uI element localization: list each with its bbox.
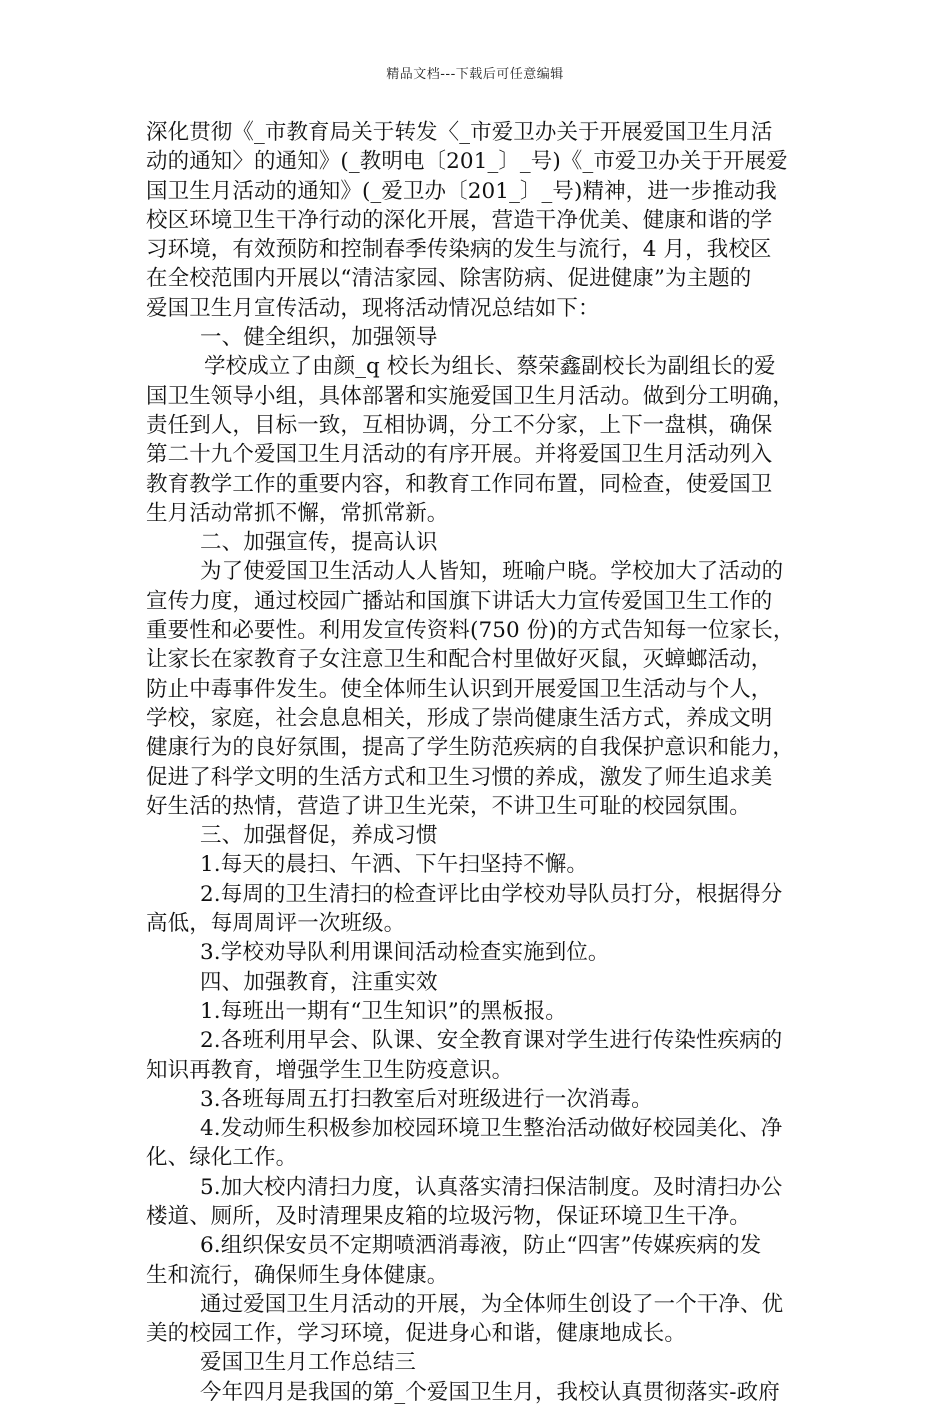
text-line: 4.发动师生积极参加校园环境卫生整治活动做好校园美化、净 [200, 1116, 783, 1142]
document-body [146, 118, 812, 1407]
text-line: 生月活动常抓不懈，常抓常新。 [146, 500, 449, 526]
text-line: 为了使爱国卫生活动人人皆知，班喻户晓。学校加大了活动的 [200, 559, 784, 585]
text-line: 2.每周的卫生清扫的检查评比由学校劝导队员打分，根据得分 [200, 881, 783, 907]
text-line: 国卫生领导小组，具体部署和实施爱国卫生月活动。做到分工明确， [146, 383, 795, 409]
text-line: 习环境，有效预防和控制春季传染病的发生与流行，4 月，我校区 [146, 237, 772, 263]
text-line: 今年四月是我国的第_个爱国卫生月，我校认真贯彻落实-政府 [200, 1379, 780, 1405]
text-line: 三、加强督促，养成习惯 [200, 823, 438, 849]
text-line: 3.学校劝导队利用课间活动检查实施到位。 [200, 940, 610, 966]
text-line: 校区环境卫生干净行动的深化开展，营造干净优美、健康和谐的学 [146, 207, 773, 233]
text-line: 第二十九个爱国卫生月活动的有序开展。并将爱国卫生月活动列入 [146, 442, 773, 468]
text-line: 健康行为的良好氛围，提高了学生防范疾病的自我保护意识和能力， [146, 735, 795, 761]
text-line: 四、加强教育，注重实效 [200, 969, 438, 995]
text-line: 爱国卫生月工作总结三 [200, 1350, 417, 1376]
text-line: 3.各班每周五打扫教室后对班级进行一次消毒。 [200, 1086, 653, 1112]
text-line: 知识再教育，增强学生卫生防疫意识。 [146, 1057, 514, 1083]
text-line: 2.各班利用早会、队课、安全教育课对学生进行传染性疾病的 [200, 1028, 783, 1054]
text-line: 通过爱国卫生月活动的开展，为全体师生创设了一个干净、优 [200, 1291, 784, 1317]
text-line: 防止中毒事件发生。使全体师生认识到开展爱国卫生活动与个人， [146, 676, 773, 702]
text-line: 学校成立了由颜_q 校长为组长、蔡荣鑫副校长为副组长的爱 [204, 354, 776, 380]
text-line: 美的校园工作，学习环境，促进身心和谐，健康地成长。 [146, 1321, 687, 1347]
text-line: 促进了科学文明的生活方式和卫生习惯的养成，激发了师生追求美 [146, 764, 773, 790]
text-line: 深化贯彻《_市教育局关于转发〈_市爱卫办关于开展爱国卫生月活 [146, 120, 773, 145]
text-line: 生和流行，确保师生身体健康。 [146, 1262, 449, 1288]
text-line: 高低，每周周评一次班级。 [146, 911, 406, 937]
text-line: 一、健全组织，加强领导 [200, 325, 438, 351]
text-line: 让家长在家教育子女注意卫生和配合村里做好灭鼠，灭蟑螂活动， [146, 647, 773, 673]
text-line: 国卫生月活动的通知》(_爱卫办〔201_〕_号)精神，进一步推动我 [146, 178, 777, 204]
text-line: 化、绿化工作。 [146, 1145, 298, 1171]
text-line: 二、加强宣传，提高认识 [200, 530, 438, 556]
text-line: 重要性和必要性。利用发宣传资料(750 份)的方式告知每一位家长， [146, 618, 795, 644]
text-line: 在全校范围内开展以“清洁家园、除害防病、促进健康”为主题的 [146, 266, 752, 292]
text-line: 5.加大校内清扫力度，认真落实清扫保洁制度。及时清扫办公 [200, 1174, 783, 1200]
text-line: 爱国卫生月宣传活动，现将活动情况总结如下： [146, 295, 600, 321]
text-line: 好生活的热情，营造了讲卫生光荣，不讲卫生可耻的校园氛围。 [146, 793, 751, 819]
text-line: 学校，家庭，社会息息相关，形成了崇尚健康生活方式，养成文明 [146, 705, 773, 731]
text-line: 1.每班出一期有“卫生知识”的黑板报。 [200, 998, 567, 1024]
text-line: 6.组织保安员不定期喷洒消毒液，防止“四害”传媒疾病的发 [200, 1233, 762, 1259]
text-line: 宣传力度，通过校园广播站和国旗下讲话大力宣传爱国卫生工作的 [146, 588, 773, 614]
text-line: 责任到人，目标一致，互相协调，分工不分家，上下一盘棋，确保 [146, 412, 773, 438]
text-line: 教育教学工作的重要内容，和教育工作同布置，同检查，使爱国卫 [146, 471, 773, 497]
text-line: 动的通知〉的通知》(_教明电〔201_〕_号)《_市爱卫办关于开展爱 [146, 149, 788, 175]
text-line: 1.每天的晨扫、午洒、下午扫坚持不懈。 [200, 852, 588, 878]
text-line: 楼道、厕所，及时清理果皮箱的垃圾污物，保证环境卫生干净。 [146, 1203, 751, 1229]
page-header: 精品文档---下载后可任意编辑 [386, 67, 564, 82]
